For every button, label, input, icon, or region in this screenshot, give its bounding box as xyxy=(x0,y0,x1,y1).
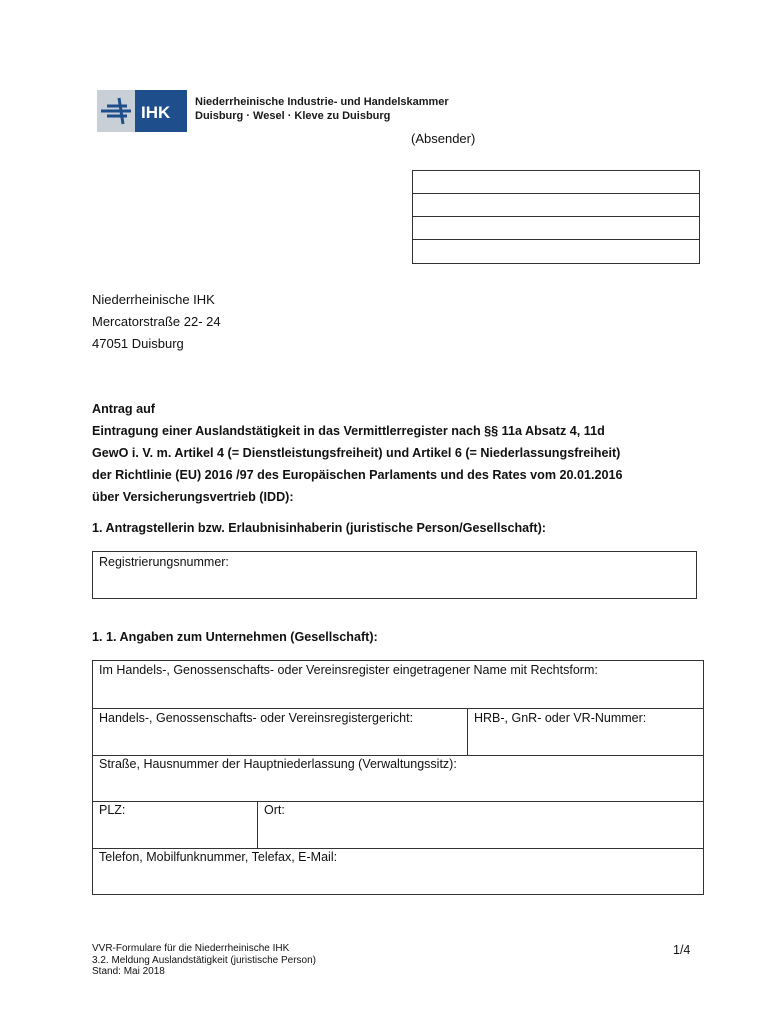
footer-line-1: VVR-Formulare für die Niederrheinische IHK xyxy=(92,943,290,954)
registration-number-label: Registrierungsnummer: xyxy=(99,555,229,569)
title-line-2: Eintragung einer Auslandstätigkeit in das Vermittlerregister nach §§ 11a Absatz 4, 11d xyxy=(92,424,605,438)
sender-line-4[interactable] xyxy=(413,240,699,263)
recipient-line-1: Niederrheinische IHK xyxy=(92,292,215,307)
title-line-3: GewO i. V. m. Artikel 4 (= Dienstleistungsfreiheit) und Artikel 6 (= Niederlassungsfreiheit) xyxy=(92,446,621,460)
register-court-label: Handels-, Genossenschafts- oder Vereinsregistergericht: xyxy=(99,711,414,725)
ihk-logo-mark xyxy=(97,90,187,132)
org-name-line1: Niederrheinische Industrie- und Handelskammer xyxy=(195,96,449,108)
section-1-heading: 1. Antragstellerin bzw. Erlaubnisinhaberin (juristische Person/Gesellschaft): xyxy=(92,521,546,535)
register-number-field[interactable] xyxy=(468,708,703,755)
ort-field[interactable] xyxy=(258,801,703,848)
logo-text: IHK xyxy=(141,103,171,122)
company-name-label: Im Handels-, Genossenschafts- oder Vereinsregister eingetragener Name mit Rechtsform: xyxy=(99,663,598,677)
register-court-field[interactable] xyxy=(93,708,468,755)
sender-address-box[interactable] xyxy=(412,170,700,264)
title-line-4: der Richtlinie (EU) 2016 /97 des Europäischen Parlaments und des Rates vom 20.01.2016 xyxy=(92,468,623,482)
plz-field[interactable] xyxy=(93,801,257,848)
absender-label: (Absender) xyxy=(411,131,476,146)
title-line-1: Antrag auf xyxy=(92,402,155,416)
sender-line-2[interactable] xyxy=(413,194,699,217)
section-1-1-heading: 1. 1. Angaben zum Unternehmen (Gesellschaft): xyxy=(92,630,378,644)
title-line-5: über Versicherungsvertrieb (IDD): xyxy=(92,490,294,504)
register-number-label: HRB-, GnR- oder VR-Nummer: xyxy=(474,711,647,725)
footer-line-2: 3.2. Meldung Auslandstätigkeit (juristische Person) xyxy=(92,954,317,966)
company-name-field[interactable] xyxy=(93,661,703,708)
page-number: 1/4 xyxy=(673,943,691,957)
recipient-line-2: Mercatorstraße 22- 24 xyxy=(92,314,221,329)
recipient-line-3: 47051 Duisburg xyxy=(92,336,184,351)
street-field[interactable] xyxy=(93,755,703,801)
footer xyxy=(92,943,316,978)
org-name-line2: Duisburg · Wesel · Kleve zu Duisburg xyxy=(195,110,391,122)
sender-line-1[interactable] xyxy=(413,171,699,194)
contact-field[interactable] xyxy=(93,848,703,894)
registration-number-field[interactable] xyxy=(92,551,697,599)
ort-label: Ort: xyxy=(264,803,285,817)
sender-line-3[interactable] xyxy=(413,217,699,240)
footer-line-3: Stand: Mai 2018 xyxy=(92,966,165,977)
street-label: Straße, Hausnummer der Hauptniederlassung (Verwaltungssitz): xyxy=(99,757,457,771)
ihk-logo xyxy=(97,90,447,132)
company-details-table xyxy=(92,660,704,895)
contact-label: Telefon, Mobilfunknummer, Telefax, E-Mail: xyxy=(99,850,338,864)
plz-label: PLZ: xyxy=(99,803,126,817)
